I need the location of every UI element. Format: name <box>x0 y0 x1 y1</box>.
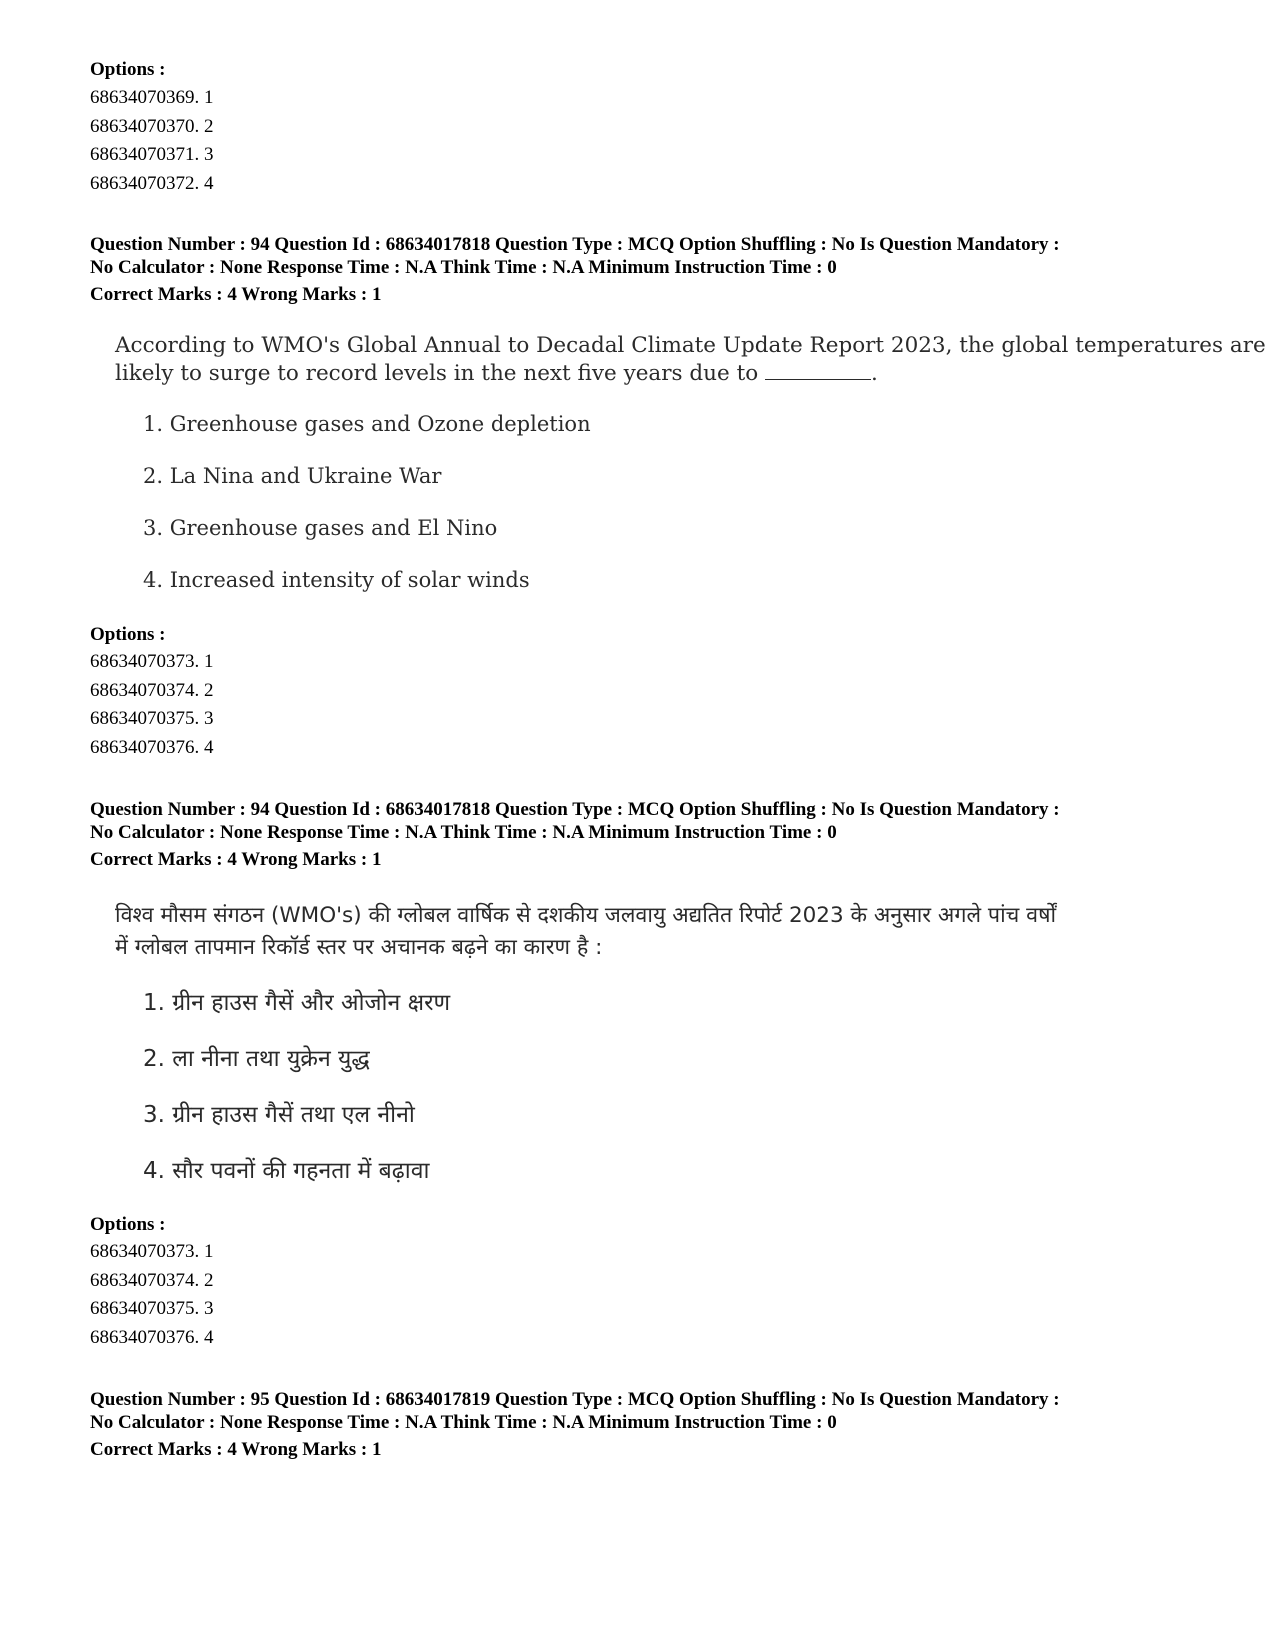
question-meta-line-1: Question Number : 95 Question Id : 68634017819 Question Type : MCQ Option Shuffling : No Is Question Mandatory : <box>90 1389 1060 1410</box>
question-meta-line-1: Question Number : 94 Question Id : 68634017818 Question Type : MCQ Option Shuffling : No Is Question Mandatory : <box>90 234 1060 255</box>
options-heading: Options : <box>90 624 166 645</box>
choice-item: 2. ला नीना तथा युक्रेन युद्ध <box>143 1046 370 1072</box>
option-id: 68634070373. 1 <box>90 651 214 672</box>
option-id: 68634070376. 4 <box>90 736 214 758</box>
choice-item: 1. ग्रीन हाउस गैसें और ओजोन क्षरण <box>143 990 451 1016</box>
question-stem-end: . <box>871 361 878 386</box>
option-id: 68634070369. 1 <box>90 87 214 108</box>
question-meta-line-2: No Calculator : None Response Time : N.A Think Time : N.A Minimum Instruction Time : 0 <box>90 257 837 278</box>
question-stem-line-2-text: likely to surge to record levels in the next five years due to <box>115 361 759 386</box>
question-meta <box>90 1388 1060 1434</box>
options-heading: Options : <box>90 1214 166 1235</box>
options-heading: Options : <box>90 59 166 80</box>
options-list <box>90 1238 214 1352</box>
choice-item: 3. ग्रीन हाउस गैसें तथा एल नीनो <box>143 1102 415 1128</box>
option-id: 68634070374. 2 <box>90 1269 214 1291</box>
marks-line: Correct Marks : 4 Wrong Marks : 1 <box>90 1439 382 1460</box>
option-id: 68634070374. 2 <box>90 679 214 701</box>
options-list <box>90 84 214 198</box>
question-meta-line-1: Question Number : 94 Question Id : 68634017818 Question Type : MCQ Option Shuffling : No Is Question Mandatory : <box>90 799 1060 820</box>
question-meta-line-2: No Calculator : None Response Time : N.A Think Time : N.A Minimum Instruction Time : 0 <box>90 822 837 843</box>
answer-blank <box>765 361 871 380</box>
question-stem-line-1: विश्व मौसम संगठन (WMO's) की ग्लोबल वार्षिक से दशकीय जलवायु अद्यतित रिपोर्ट 2023 के अनुसार अगले पांच वर्षों <box>115 903 1057 928</box>
question-stem-line-2: में ग्लोबल तापमान रिकॉर्ड स्तर पर अचानक बढ़ने का कारण है : <box>115 935 603 960</box>
question-stem-line-1: According to WMO's Global Annual to Decadal Climate Update Report 2023, the global temperatures are <box>115 333 1266 358</box>
options-list <box>90 648 214 762</box>
option-id: 68634070375. 3 <box>90 1298 214 1319</box>
option-id: 68634070370. 2 <box>90 115 214 137</box>
question-meta <box>90 798 1060 844</box>
choice-item: 3. Greenhouse gases and El Nino <box>143 516 498 540</box>
question-meta-line-2: No Calculator : None Response Time : N.A Think Time : N.A Minimum Instruction Time : 0 <box>90 1412 837 1433</box>
choice-item: 2. La Nina and Ukraine War <box>143 464 442 488</box>
marks-line: Correct Marks : 4 Wrong Marks : 1 <box>90 849 382 870</box>
option-id: 68634070375. 3 <box>90 708 214 729</box>
choice-item: 4. सौर पवनों की गहनता में बढ़ावा <box>143 1158 430 1184</box>
choice-item: 1. Greenhouse gases and Ozone depletion <box>143 412 591 436</box>
option-id: 68634070376. 4 <box>90 1326 214 1348</box>
option-id: 68634070372. 4 <box>90 172 214 194</box>
option-id: 68634070371. 3 <box>90 144 214 165</box>
choice-item: 4. Increased intensity of solar winds <box>143 568 530 592</box>
question-meta <box>90 233 1060 279</box>
question-stem-line-2 <box>115 360 1266 388</box>
question-stem <box>115 900 1056 964</box>
option-id: 68634070373. 1 <box>90 1241 214 1262</box>
marks-line: Correct Marks : 4 Wrong Marks : 1 <box>90 284 382 305</box>
question-stem <box>115 332 1266 388</box>
